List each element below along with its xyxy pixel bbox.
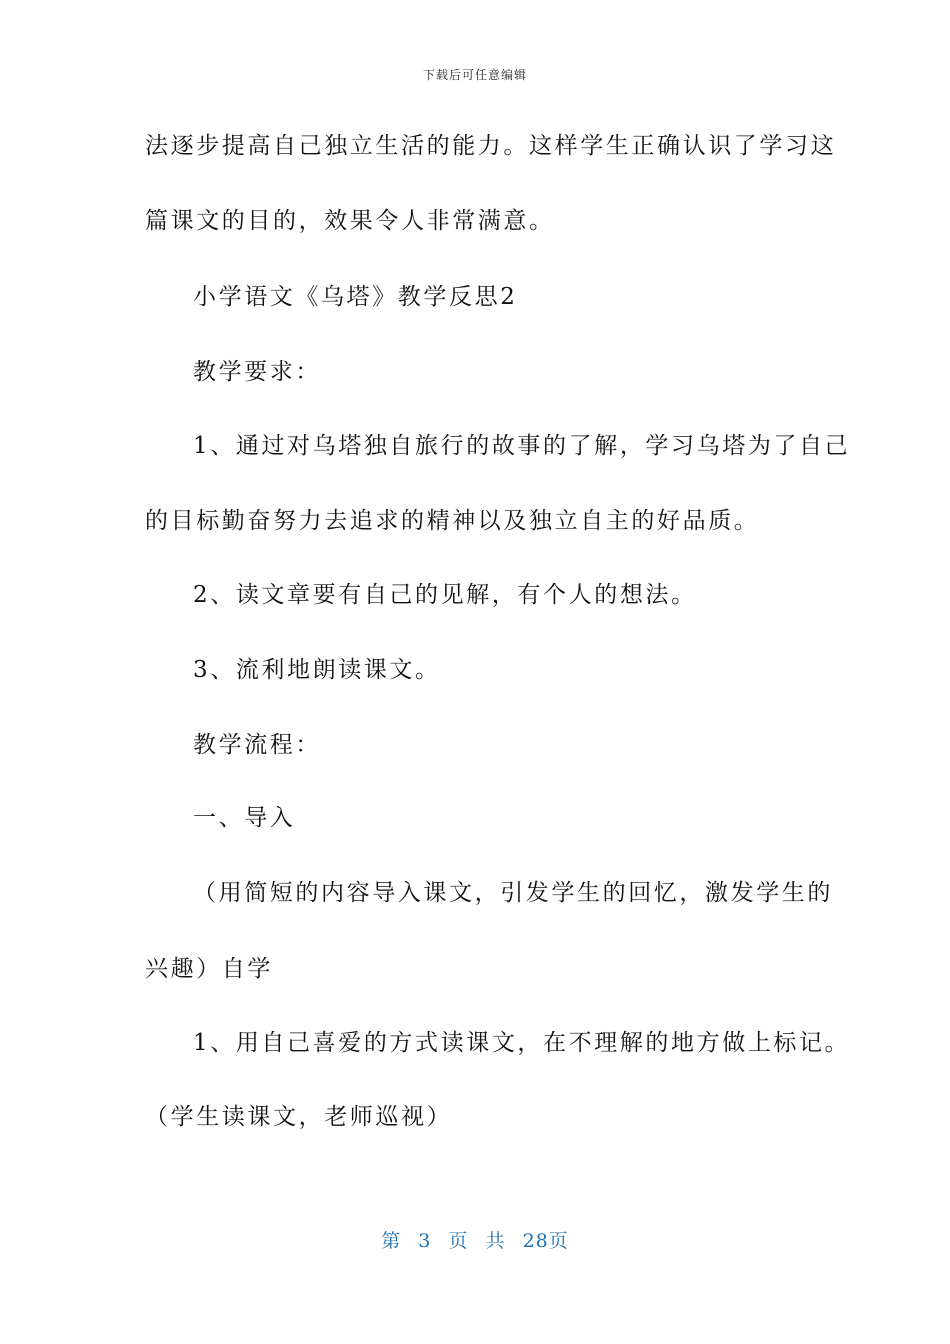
self-study-note: （学生读课文，老师巡视） (145, 1104, 453, 1130)
body-line-2: 篇课文的目的，效果令人非常满意。 (145, 208, 555, 234)
footer-gong: 共 (485, 1230, 506, 1252)
requirement-1-line-2: 的目标勤奋努力去追求的精神以及独立自主的好品质。 (145, 508, 760, 534)
page-header: 下载后可任意编辑 (422, 68, 527, 82)
teaching-process-heading: 教学流程： (193, 732, 321, 758)
requirement-2: 2、读文章要有自己的见解，有个人的想法。 (193, 582, 697, 608)
self-study-step-1: 1、用自己喜爱的方式读课文，在不理解的地方做上标记。 (193, 1030, 851, 1056)
section-introduction: 一、导入 (193, 805, 296, 831)
total-pages: 28页 (522, 1230, 569, 1252)
body-line-1: 法逐步提高自己独立生活的能力。这样学生正确认识了学习这 (145, 133, 837, 159)
current-page-number: 3 (418, 1230, 432, 1252)
introduction-note-line-2: 兴趣）自学 (145, 956, 273, 982)
teaching-requirements-heading: 教学要求： (193, 359, 321, 385)
requirement-3: 3、流利地朗读课文。 (193, 657, 441, 683)
section-title: 小学语文《乌塔》教学反思2 (193, 284, 518, 310)
requirement-1-line-1: 1、通过对乌塔独自旅行的故事的了解，学习乌塔为了自己 (193, 433, 851, 459)
footer-di: 第 (381, 1230, 402, 1252)
footer-ye: 页 (448, 1230, 469, 1252)
introduction-note-line-1: （用简短的内容导入课文，引发学生的回忆，激发学生的 (193, 880, 833, 906)
page-footer (0, 1226, 950, 1253)
